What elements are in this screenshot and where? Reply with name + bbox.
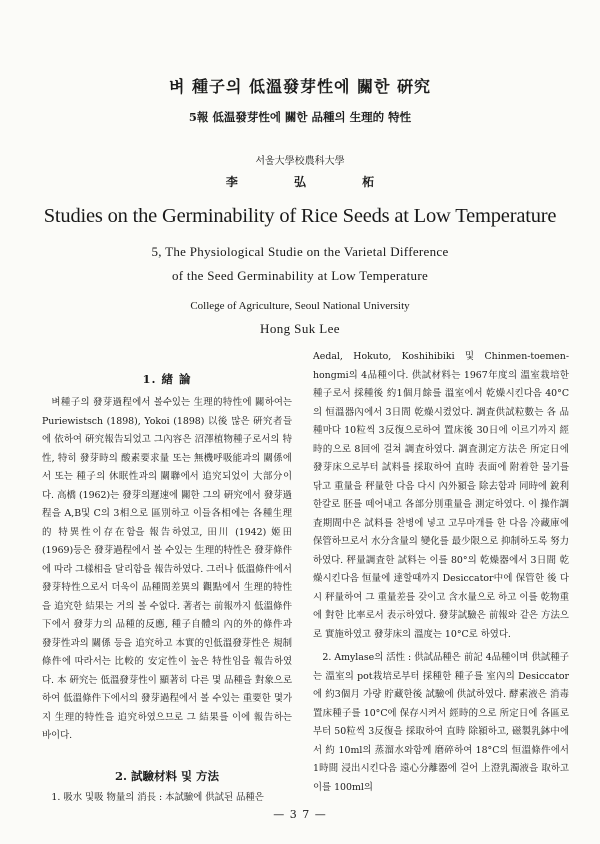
title-korean: 벼 種子의 低溫發芽性에 關한 硏究 xyxy=(168,77,432,96)
right-column-paragraph-2: 2. Amylase의 活性 : 供試品種은 前記 4品種이며 供試種子는 溫室의 pot栽培로부터 採種한 種子를 室內의 Desiccator에 約3個月 가량 貯藏한後 試驗에 供試하였다. 酵素液은 消毒置床種子를 10°C에 保存시켜서 經時的으로 所定日에 各區로부터 50粒씩 3反復을 採取하여 直時 除潁하고, 磁製乳鉢中에서 約 10ml의 蒸溜水와함께 磨碎하여 18°C의 恒溫條件에서 1時間 浸出시킨다음 遠心分離器에 걸어 上澄乳濁液을 取하고 이를 100ml의 xyxy=(313,652,569,793)
right-column xyxy=(313,348,569,797)
page-number: — 3 7 — xyxy=(273,808,327,821)
left-column xyxy=(42,348,292,807)
affiliation-korean: 서울大學校農科大學 xyxy=(255,156,345,167)
author-korean: 李 弘 柘 xyxy=(225,175,401,189)
right-column-paragraph-1: Aedal, Hokuto, Koshihibiki 및 Chinmen-toemen-hongmi의 4品種이다. 供試材料는 1967年度의 溫室栽培한 種子로서 採種後 約1個月餘를 溫室에서 乾燥시킨다음 40°C의 恒溫器內에서 3日間 乾燥시켰었다. 調査供試粒數는 各 品種마다 10粒씩 3反復으로하여 置床後 30日에 이르기까지 經時的으로 8回에 걸쳐 調査하였다. 調査測定方法은 所定日에 發芽床으로부터 試料를 採取하여 直時 表面에 附着한 물기를 닦고 重量을 秤量한 다음 다시 內外潁을 除去함과 同時에 銳利한칼로 胚를 떼어내고 各部分別重量을 測定하였다. 이 操作調査期間中은 試料를 찬병에 넣고 고무마개를 한 다음 冷藏庫에 保管하므로서 水分含量의 變化를 最少限으로 抑制하도록 努力하였다. 秤量調査한 試料는 이를 80°의 乾燥器에서 3日間 乾燥시킨다음 恒量에 達할때까지 Desiccator中에 保管한 後 다시 秤量하여 그 重量差를 갖이고 含水量으로 하고 이를 乾物重에 對한 比率로서 表示하였다. 發芽試驗은 前報와 같은 方法으로 實施하였고 發芽床의 溫度는 10°C로 하였다. xyxy=(313,351,569,640)
section-1-heading: 1. 緖 論 xyxy=(142,372,192,386)
section-2-body: 1. 吸水 및吸 物量의 消長 : 本試驗에 供試된 品種은 xyxy=(51,791,264,803)
section-1-body: 벼種子의 發芽過程에서 볼수있는 生理的特性에 關하여는 Puriewistsch (1898), Yokoi (1898) 以後 많은 硏究者들에 依하여 硏究報告되었고 그內容은 沼澤植物種子로서의 特性, 特히 發芽時의 酸素要求量 또는 無機呼吸能과의 關係에서 또는 種子의 休眠性과의 關聯에서 追究되었이 大部分이다. 高橋 (1962)는 發芽의遲速에 關한 그의 硏究에서 發芽過程을 A,B및 C의 3相으로 區別하고 이들各相에는 各種生理的 特異性이存在함을 報告하였고, 田川 (1942) 姬田 (1969)등은 發芽過程에서 볼 수있는 生理的特性은 發芽條件에 따라 그樣相을 달리함을 報告하였다. 그러나 低溫條件에서 發芽特性으로서 더욱이 品種間差異의 觀點에서 生理的特性을 追究한 結果는 거의 볼 수없다. 著者는 前報까지 低溫條件下에서 發芽力의 品種的反應, 種子自體의 內的外的條件과 發芽性과의 關係 등을 追究하고 本實的인低溫發芽性은 規制條件에 따라서는 比較的 安定性이 높은 特性임을 報告하였다. 本 硏究는 低溫發芽性이 顯著히 다른 몇 品種을 對象으로하여 低溫條件下에서의 發芽過程에서 볼 수있는 重要한 몇가지 生理的特性을 追究하였으므로 그 結果를 이에 報告하는 바이다. xyxy=(42,397,292,741)
subtitle-english-line-1: 5, The Physiological Studie on the Varietal Difference xyxy=(151,244,449,259)
subtitle-korean: 5報 低温發芽性에 關한 品種의 生理的 特性 xyxy=(188,110,412,124)
subtitle-english-line-2: of the Seed Germinability at Low Temperature xyxy=(171,268,429,283)
author-english: Hong Suk Lee xyxy=(260,321,340,336)
title-english: Studies on the Germinability of Rice Seeds at Low Temperature xyxy=(43,205,557,227)
affiliation-english: College of Agriculture, Seoul National University xyxy=(190,300,410,312)
section-2-heading: 2. 試驗材料 및 方法 xyxy=(114,768,220,783)
